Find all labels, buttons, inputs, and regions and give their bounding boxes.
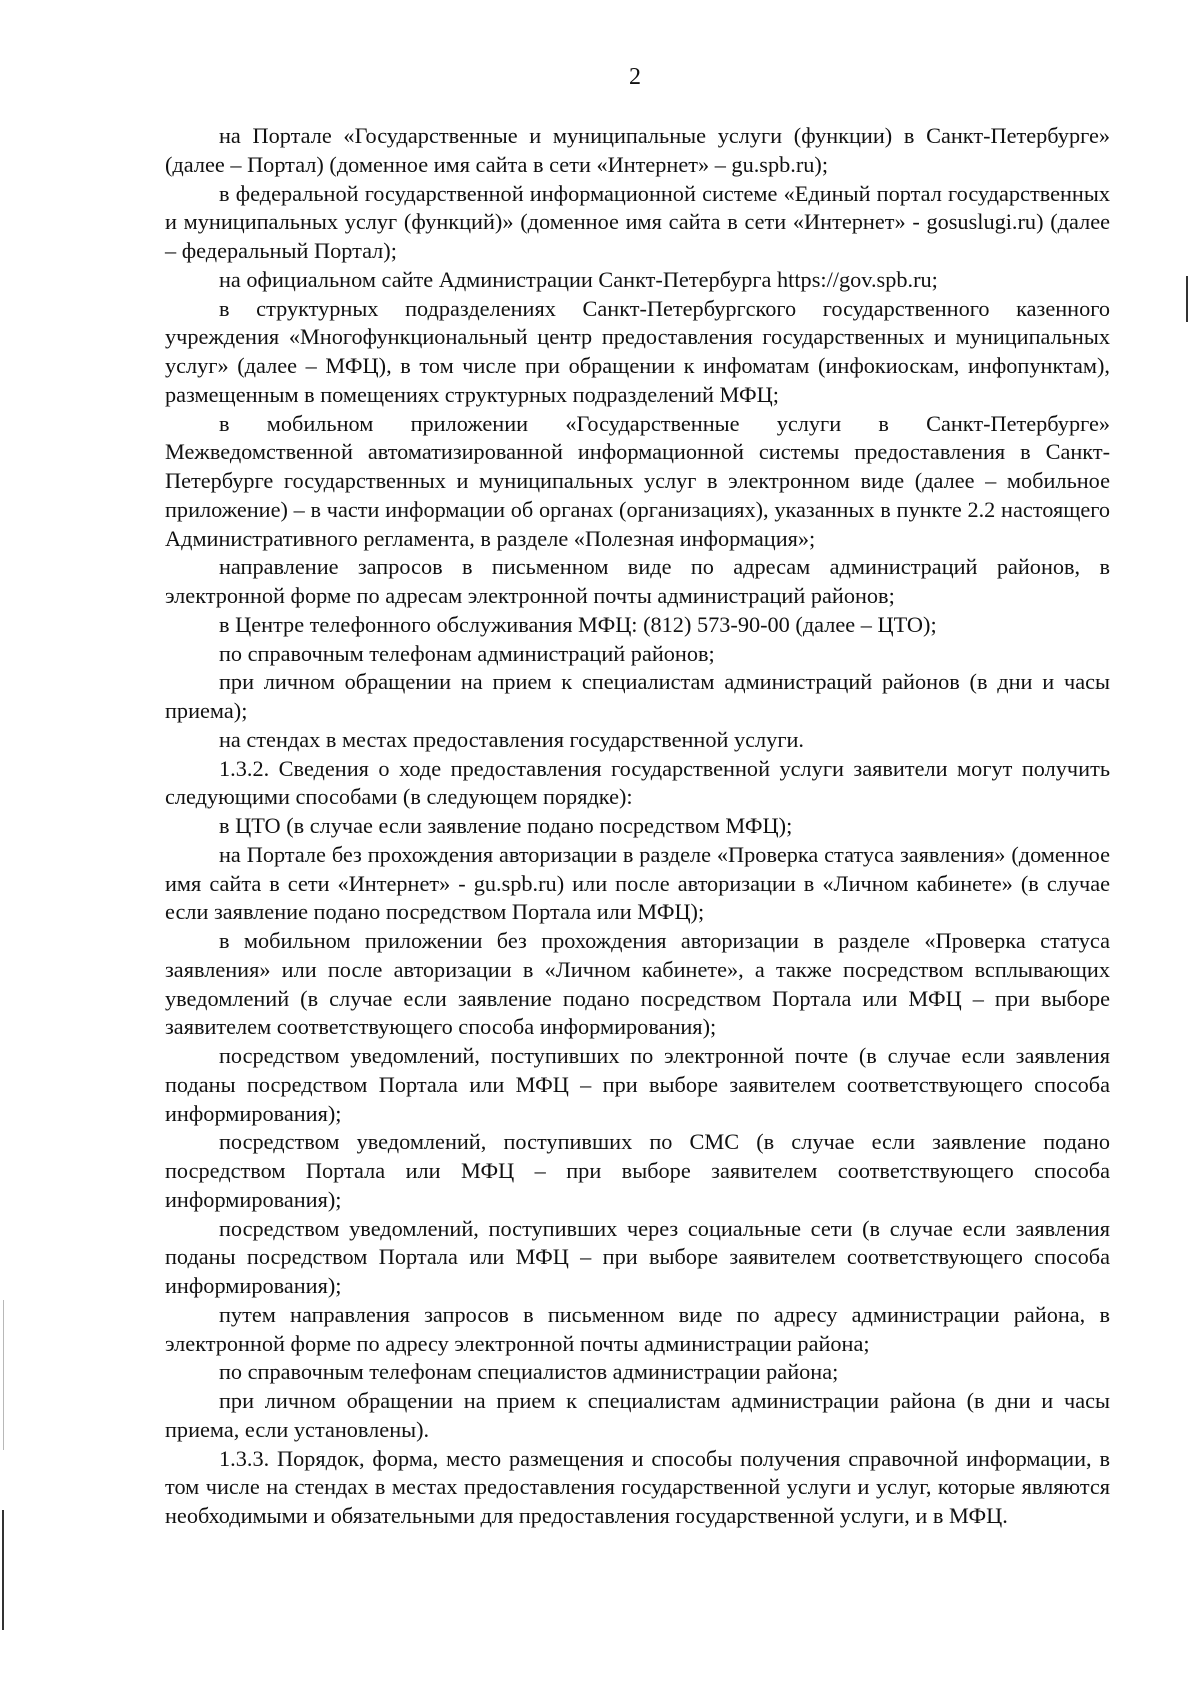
section-paragraph: 1.3.3. Порядок, форма, место размещения и способы получения справочной информации, в том числе на стендах в местах предоставления государственной услуги и услуг, которые являются необходимыми и обязательными для предоставления государственной услуги, и в МФЦ. (165, 1445, 1110, 1528)
paragraph: на Портале без прохождения авторизации в разделе «Проверка статуса заявления» (доменное имя сайта в сети «Интернет» - gu.spb.ru) или после авторизации в «Личном кабинете» (в случае если заявление подано посредством Портала или МФЦ); (165, 841, 1110, 925)
section-paragraph: 1.3.2. Сведения о ходе предоставления государственной услуги заявители могут получить следующими способами (в следующем порядке): (165, 755, 1110, 810)
scan-mark-left-dots (3, 1300, 4, 1450)
paragraph: в мобильном приложении «Государственные услуги в Санкт-Петербурге» Межведомственной автоматизированной информационной системы предоставления в Санкт-Петербурге государственных и муниципальных услуг в электронном виде (далее – мобильное приложение) – в части информации об органах (организациях), указанных в пункте 2.2 настоящего Административного регламента, в разделе «Полезная информация»; (165, 410, 1110, 551)
paragraph: при личном обращении на прием к специалистам администрации района (в дни и часы приема, если установлены). (165, 1388, 1110, 1442)
paragraph: путем направления запросов в письменном виде по адресу администрации района, в электронной форме по адресу электронной почты администрации района; (165, 1301, 1110, 1356)
paragraph: по справочным телефонам администраций районов; (219, 640, 715, 666)
paragraph: в структурных подразделениях Санкт-Петербургского государственного казенного учреждения «Многофункциональный центр предоставления государственных и муниципальных услуг» (далее – МФЦ), в том числе при обращении к инфоматам (инфокиоскам, инфопунктам), размещенным в помещениях структурных подразделений МФЦ; (165, 295, 1110, 407)
paragraph: в ЦТО (в случае если заявление подано посредством МФЦ); (219, 813, 793, 838)
paragraph: на Портале «Государственные и муниципальные услуги (функции) в Санкт-Петербурге» (далее – Портал) (доменное имя сайта в сети «Интернет» – gu.spb.ru); (165, 123, 1110, 177)
paragraph: при личном обращении на прием к специалистам администраций районов (в дни и часы приема); (165, 669, 1110, 723)
paragraph: в Центре телефонного обслуживания МФЦ: (812) 573-90-00 (далее – ЦТО); (219, 611, 937, 637)
paragraph: направление запросов в письменном виде по адресам администраций районов, в электронной форме по адресам электронной почты администраций районов; (165, 554, 1110, 608)
paragraph: посредством уведомлений, поступивших по электронной почте (в случае если заявления поданы посредством Портала или МФЦ – при выборе заявителем соответствующего способа информирования); (165, 1043, 1110, 1126)
paragraph: в федеральной государственной информационной системе «Единый портал государственных и муниципальных услуг (функций)» (доменное имя сайта в сети «Интернет» - gosuslugi.ru) (далее – федеральный Портал); (165, 180, 1110, 263)
paragraph: на стендах в местах предоставления государственной услуги. (219, 726, 804, 752)
paragraph: на официальном сайте Администрации Санкт-Петербурга https://gov.spb.ru; (219, 266, 938, 292)
scan-mark-right (1186, 276, 1188, 322)
paragraph: посредством уведомлений, поступивших через социальные сети (в случае если заявления поданы посредством Портала или МФЦ – при выборе заявителем соответствующего способа информирования); (165, 1215, 1110, 1298)
paragraph: посредством уведомлений, поступивших по СМС (в случае если заявление подано посредством Портала или МФЦ – при выборе заявителем соответствующего способа информирования); (165, 1129, 1110, 1212)
paragraph: по справочным телефонам специалистов администрации района; (219, 1359, 839, 1385)
document-body (165, 122, 1110, 1531)
page-number: 2 (629, 64, 641, 90)
scan-mark-left (2, 1510, 4, 1630)
paragraph: в мобильном приложении без прохождения авторизации в разделе «Проверка статуса заявления» или после авторизации в «Личном кабинете», а также посредством всплывающих уведомлений (в случае если заявление подано посредством Портала или МФЦ – при выборе заявителем соответствующего способа информирования); (165, 928, 1110, 1040)
